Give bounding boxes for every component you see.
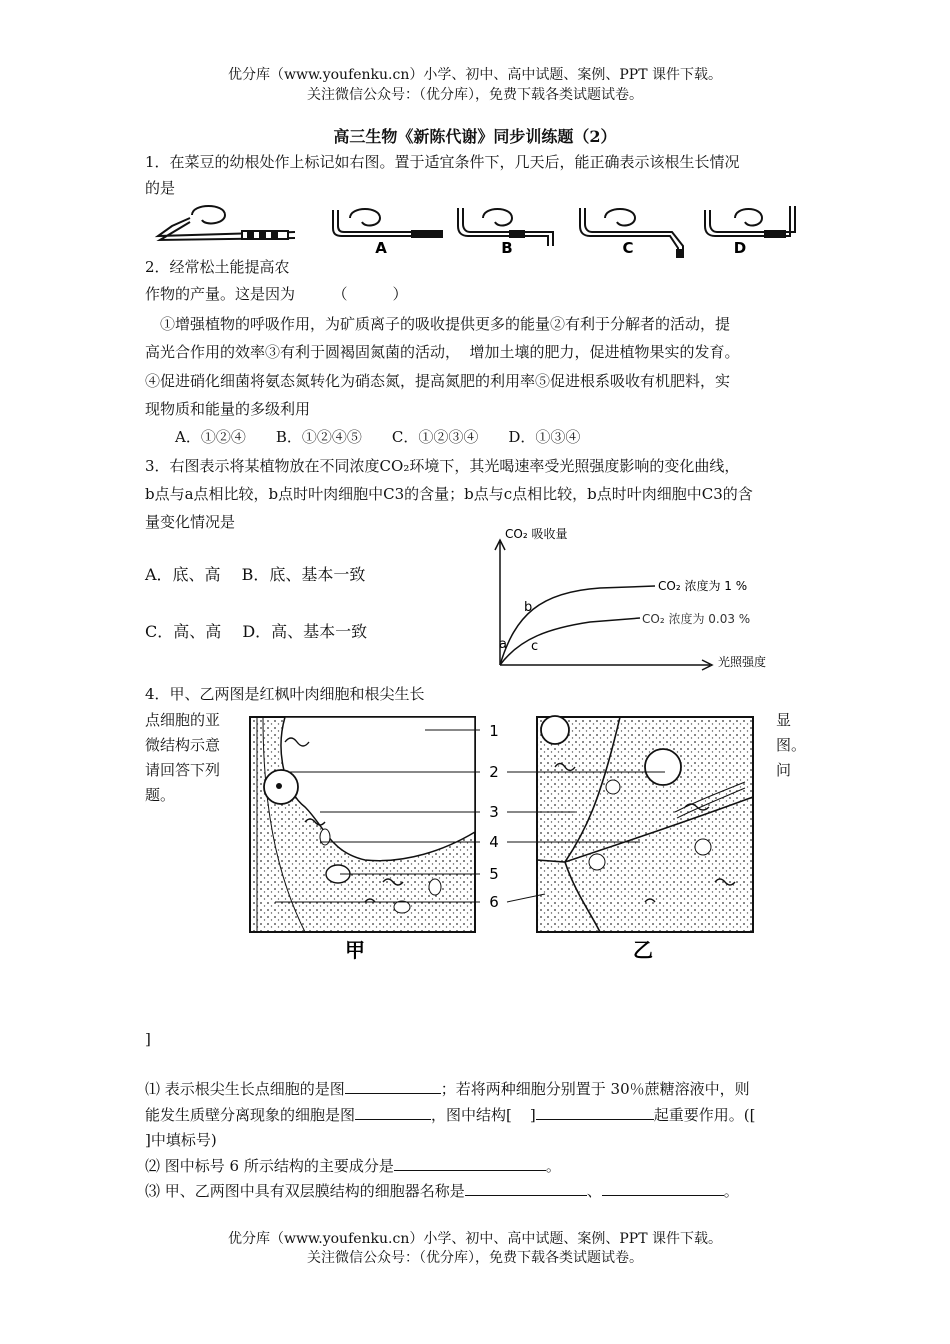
q2-line-2: 作物的产量。这是因为 （ ） <box>145 285 408 303</box>
q3-curve1-label: CO₂ 浓度为 1 % <box>658 579 748 593</box>
label-4: 4 <box>489 833 499 851</box>
q2-line-1: 2．经常松土能提高农 <box>145 258 290 276</box>
q3-point-a: a <box>499 637 507 652</box>
footer-line-1: 优分库（www.youfenku.cn）小学、初中、高中试题、案例、PPT 课件下载。 <box>227 1231 722 1247</box>
q4-right-2: 图。 <box>776 736 807 754</box>
header-line-1: 优分库（www.youfenku.cn）小学、初中、高中试题、案例、PPT 课件下载。 <box>227 67 722 83</box>
q4-left-4: 题。 <box>145 786 176 804</box>
q2-body-3: ④促进硝化细菌将氨态氮转化为硝态氮，提高氮肥的利用率⑤促进根系吸收有机肥料，实 <box>145 372 731 390</box>
q4-sub2-a: ⑵ 图中标号 6 所示结构的主要成分是 <box>145 1157 394 1175</box>
label-5: 5 <box>489 865 499 883</box>
q3-curve-low <box>500 618 640 665</box>
answer-blank[interactable] <box>602 1181 724 1196</box>
q3-line-1: 3．右图表示将某植物放在不同浓度CO₂环境下，其光喝速率受光照强度影响的变化曲线， <box>145 457 740 475</box>
label-3: 3 <box>489 803 499 821</box>
q4-sub1-line3: ]中填标号) <box>145 1131 217 1149</box>
q3-options-ab: A．底、高 B．底、基本一致 <box>145 565 366 584</box>
q4-sub1-b: ；若将两种细胞分别置于 30％蔗糖溶液中，则 <box>440 1080 750 1098</box>
answer-blank[interactable] <box>355 1105 431 1120</box>
q3-line-2: b点与a点相比较，b点时叶肉细胞中C3的含量；b点与c点相比较，b点时叶肉细胞中C3的含 <box>145 485 753 503</box>
q4-sub2-b: 。 <box>545 1157 561 1175</box>
q1-label-d: D <box>733 239 747 257</box>
stray-bracket: ] <box>145 1030 151 1048</box>
q4-sub1-line1 <box>145 1075 750 1104</box>
q1-option-d <box>705 206 795 237</box>
cell-yi <box>537 716 753 932</box>
label-2: 2 <box>489 763 499 781</box>
q2-body-4: 现物质和能量的多级利用 <box>145 400 311 418</box>
q4-sub3-a: ⑶ 甲、乙两图中具有双层膜结构的细胞器名称是 <box>145 1182 465 1200</box>
q1-line-1: 1．在菜豆的幼根处作上标记如右图。置于适宜条件下，几天后，能正确表示该根生长情况 <box>145 153 740 171</box>
q3-line-3: 量变化情况是 <box>145 513 236 531</box>
q3-curve2-label: CO₂ 浓度为 0.03 % <box>642 612 751 626</box>
q4-left-2: 微结构示意 <box>145 736 221 754</box>
q4-sub1-c: 能发生质壁分离现象的细胞是图 <box>145 1106 356 1124</box>
q1-root-diagrams <box>150 198 810 258</box>
answer-blank[interactable] <box>465 1181 587 1196</box>
label-1: 1 <box>489 722 499 740</box>
page-title: 高三生物《新陈代谢》同步训练题（2） <box>333 127 617 146</box>
answer-blank[interactable] <box>536 1105 654 1120</box>
q4-sub1-e: ] <box>529 1106 536 1124</box>
footer-line-2: 关注微信公众号：（优分库），免费下载各类试题试卷。 <box>307 1250 643 1266</box>
q3-options-cd: C．高、高 D．高、基本一致 <box>145 622 368 641</box>
q4-right-3: 问 <box>776 761 792 779</box>
q3-graph <box>480 520 790 680</box>
q4-sub1-f: 起重要作用。([ <box>653 1106 756 1124</box>
q1-option-a <box>333 209 442 237</box>
cell-yi-caption: 乙 <box>633 938 653 962</box>
q1-label-a: A <box>375 239 387 257</box>
q4-cell-diagram <box>245 712 765 967</box>
q4-left-3: 请回答下列 <box>145 761 221 779</box>
q4-sub1-a: ⑴ 表示根尖生长点细胞的是图 <box>145 1080 345 1098</box>
q3-y-label: CO₂ 吸收量 <box>505 527 568 541</box>
q1-label-c: C <box>622 239 634 257</box>
q2-body-2: 高光合作用的效率③有利于圆褐固氮菌的活动， 增加土壤的肥力，促进植物果实的发育。 <box>145 343 740 361</box>
q4-right-1: 显 <box>776 711 792 729</box>
q3-curve-high <box>500 586 655 665</box>
answer-blank[interactable] <box>394 1156 546 1171</box>
cell-jia <box>250 717 475 932</box>
q4-sub3-b: 、 <box>586 1182 602 1200</box>
bracket-space[interactable] <box>512 1106 530 1120</box>
q4-line-1: 4．甲、乙两图是红枫叶肉细胞和根尖生长 <box>145 685 425 703</box>
q1-label-b: B <box>501 239 513 257</box>
q3-point-b: b <box>524 600 533 615</box>
q2-body-1: ①增强植物的呼吸作用，为矿质离子的吸收提供更多的能量②有利于分解者的活动，提 <box>145 315 731 333</box>
header-line-2: 关注微信公众号：（优分库），免费下载各类试题试卷。 <box>307 87 643 103</box>
q4-sub3 <box>145 1177 739 1206</box>
q4-sub3-c: 。 <box>723 1182 739 1200</box>
q3-point-c: c <box>531 639 539 654</box>
answer-blank[interactable] <box>345 1079 441 1094</box>
q2-options: A．①②④ B．①②④⑤ C．①②③④ D．①③④ <box>145 428 581 446</box>
q4-left-1: 点细胞的亚 <box>145 711 221 729</box>
q4-sub1-d: ，图中结构[ <box>431 1106 512 1124</box>
q1-original-root <box>158 206 295 240</box>
cell-jia-caption: 甲 <box>345 938 365 962</box>
q4-sub1-line2 <box>145 1101 755 1130</box>
label-6: 6 <box>489 893 499 911</box>
q3-x-label: 光照强度 <box>718 655 767 669</box>
q1-line-2: 的是 <box>145 179 176 197</box>
